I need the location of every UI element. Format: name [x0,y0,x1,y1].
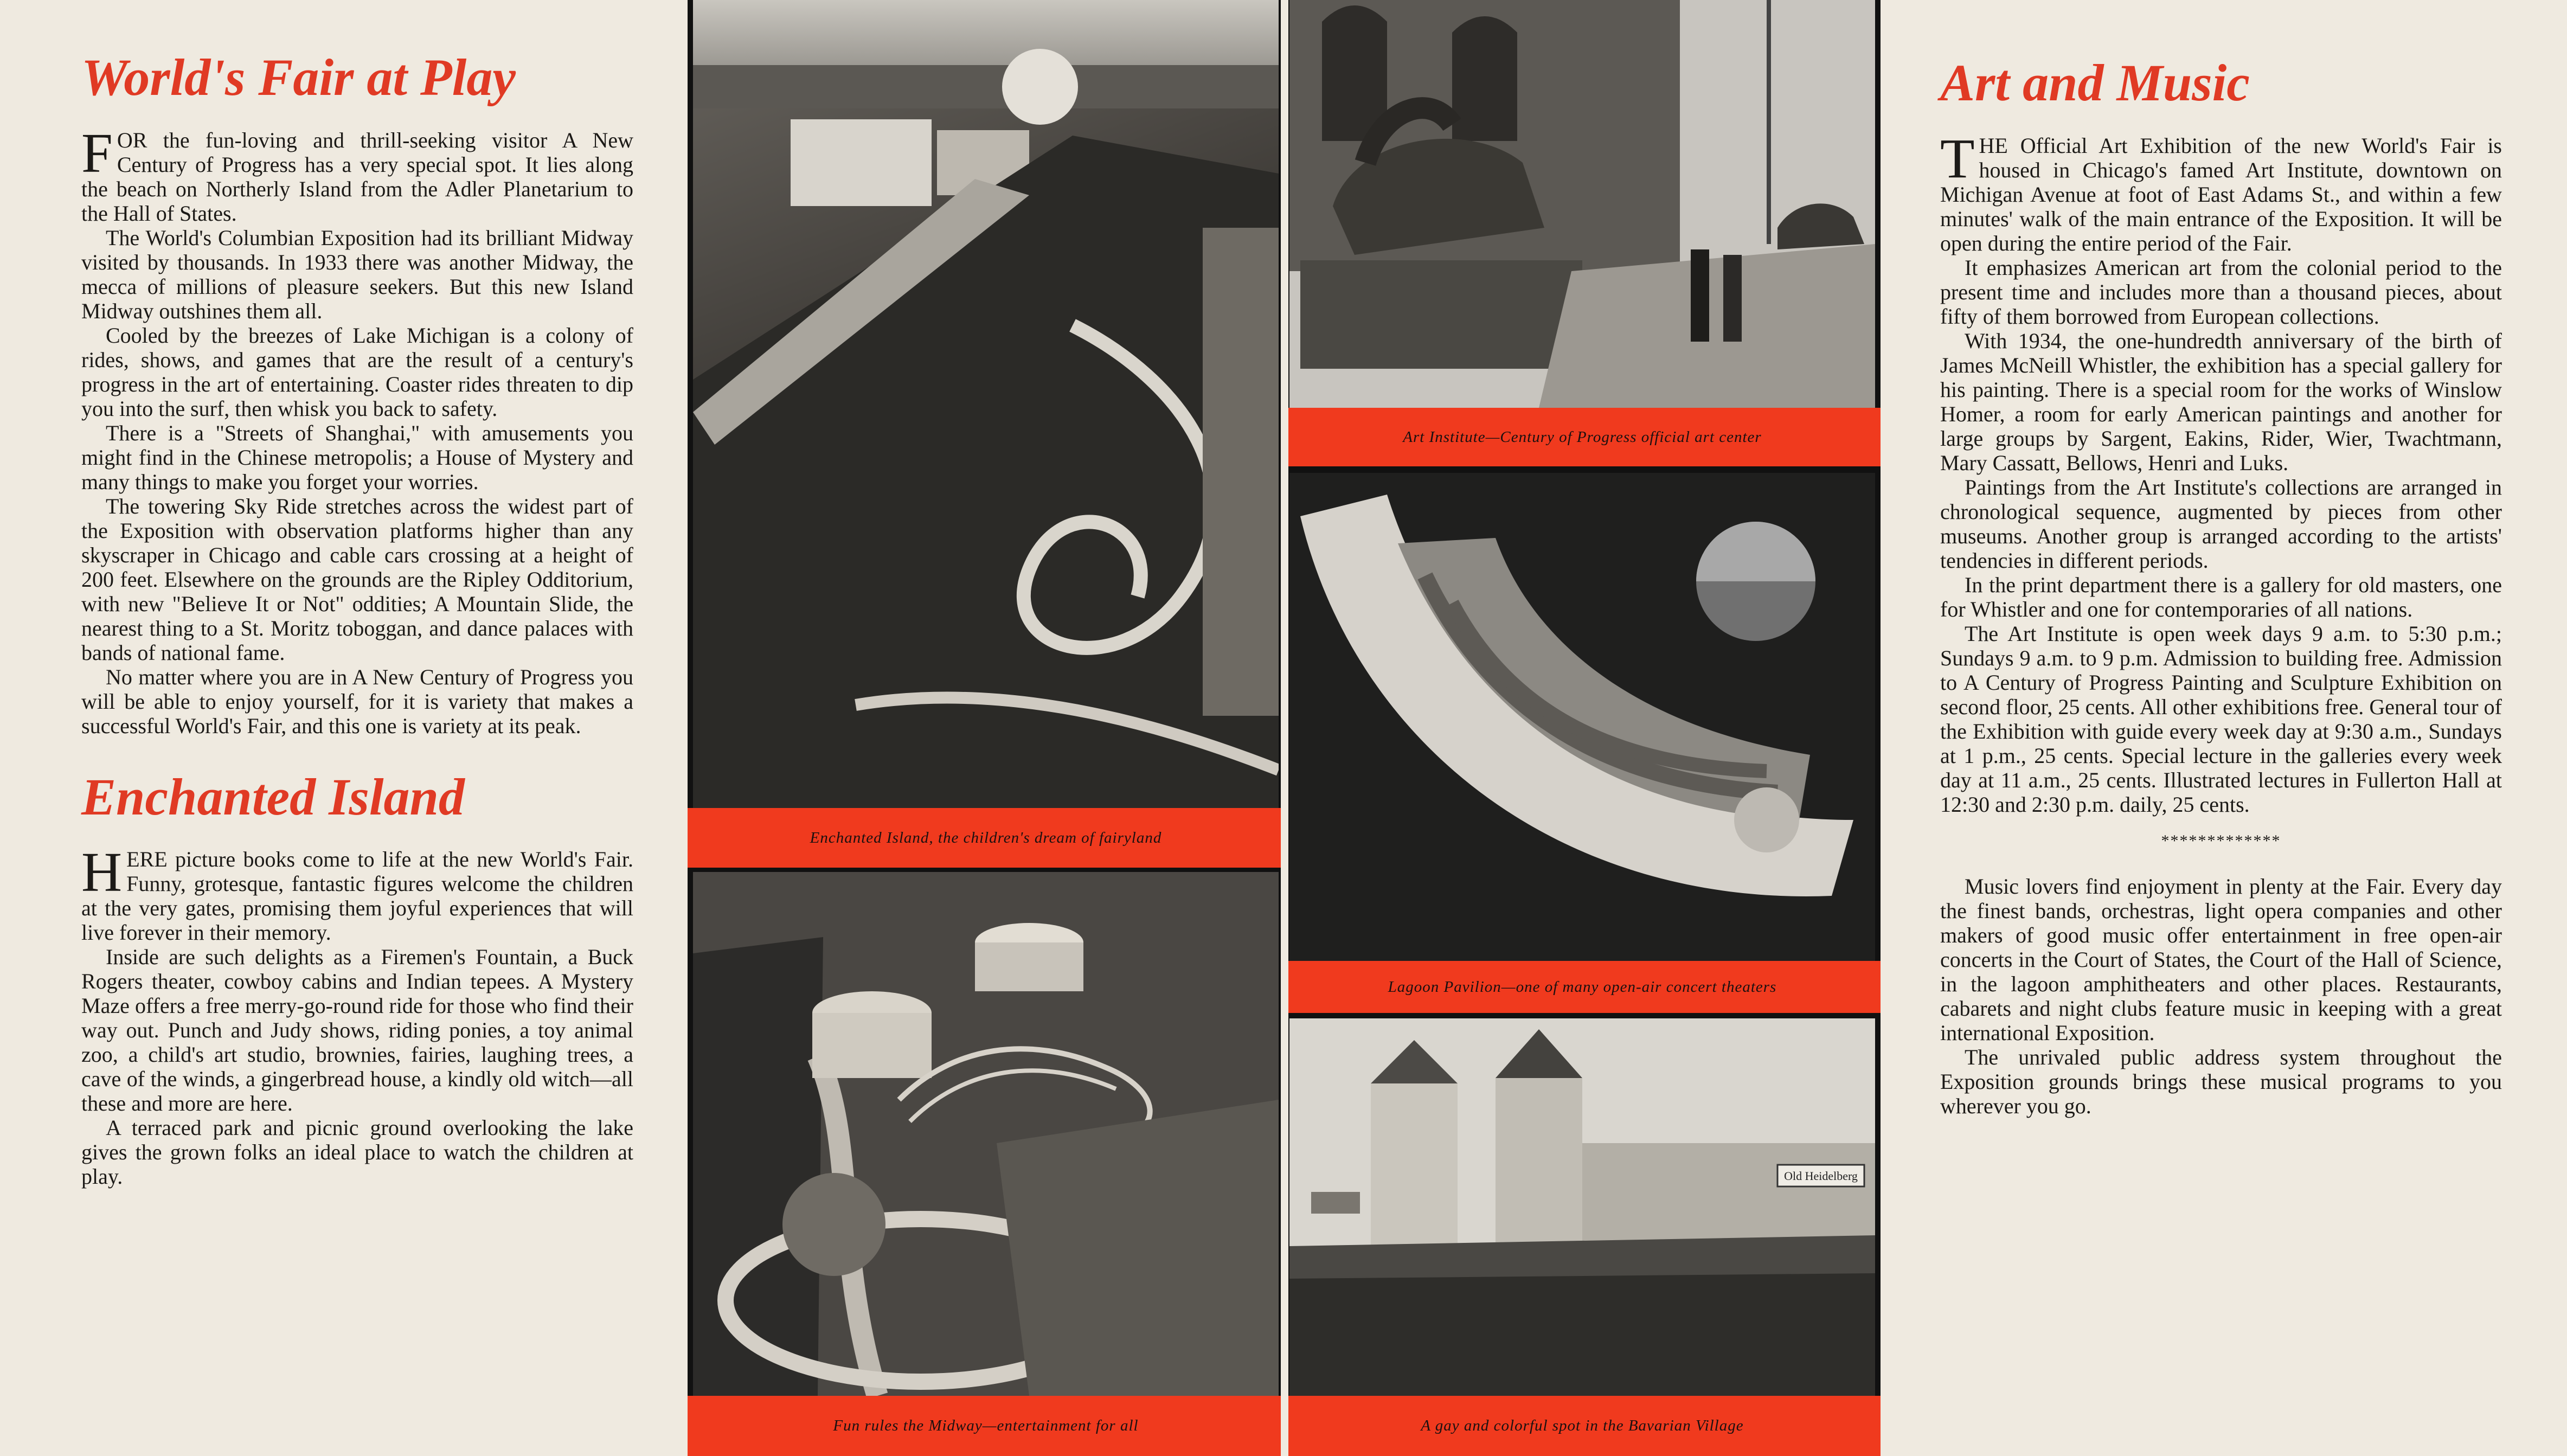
photo-caption: Fun rules the Midway—entertainment for all [688,1396,1284,1456]
paragraph: A terraced park and picnic ground overlooking the lake gives the grown folks an ideal place to watch the children at play. [81,1115,633,1189]
paragraph [81,841,633,945]
midway-photo [693,872,1279,1396]
separator-asterisks: ************* [2161,831,2281,850]
paragraph: Inside are such delights as a Firemen's Fountain, a Buck Rogers theater, cowboy cabins and Indian tepees. A Mystery Maze offers a free merry-go-round ride for those who find their way out. Punch and Judy shows, riding ponies, a toy animal zoo, a child's art studio, brownies, fairies, laughing trees, a cave of the winds, a gingerbread house, a kindly old witch—all these and more are here. [81,945,633,1116]
drop-cap: F [81,121,113,184]
photo-caption: A gay and colorful spot in the Bavarian Village [1284,1396,1881,1456]
paragraph: There is a "Streets of Shanghai," with amusements you might find in the Chinese metropolis; a House of Mystery and many things to make you forget your worries. [81,420,633,494]
photo-caption: Lagoon Pavilion—one of many open-air concert theaters [1284,961,1881,1013]
art-institute-photo [1289,0,1875,408]
paragraph: The Art Institute is open week days 9 a.m. to 5:30 p.m.; Sundays 9 a.m. to 9 p.m. Admission to building free. Admission to A Century of Progress Painting and Sculpture Exhibition on second floor, 25 cents. All other exhibitions free. General tour of the Exhibition with guide every week day at 9:30 a.m., Sundays at 1 p.m., 25 cents. Special lecture in the galleries every week day at 11 a.m., 25 cents. Illustrated lectures in Fullerton Hall at 12:30 and 2:30 p.m. daily, 25 cents. [1940,621,2502,817]
right-text-column [1881,0,2567,1456]
photo-panel-left [688,0,1284,1456]
paragraph: The World's Columbian Exposition had its brilliant Midway visited by thousands. In 1933 there was another Midway, the mecca of millions of pleasure seekers. But this new Island Midway outshines them all. [81,225,633,323]
section-heading-art-and-music: Art and Music [1940,54,2250,112]
paragraph-text: OR the fun-loving and thrill-seeking visitor A New Century of Progress has a very special spot. It lies along the beach on Northerly Island from the Adler Planetarium to the Hall of States. [81,127,633,226]
section-heading-enchanted-island: Enchanted Island [81,767,465,826]
paragraph: It emphasizes American art from the colonial period to the present time and includes more than a thousand pieces, about fifty of them borrowed from European collections. [1940,255,2502,329]
photo-caption: Art Institute—Century of Progress official art center [1284,408,1881,466]
photo-panel-right [1284,0,1881,1456]
paragraph: Cooled by the breezes of Lake Michigan is a colony of rides, shows, and games that are the result of a century's progress in the art of entertaining. Coaster rides threaten to dip you into the surf, then whisk you back to safety. [81,323,633,421]
fold-gutter [1281,0,1288,1456]
section-heading-worlds-fair-at-play: World's Fair at Play [81,48,516,106]
left-text-column [0,0,688,1456]
paragraph [1940,127,2502,255]
drop-cap: H [81,841,123,904]
paragraph: The unrivaled public address system throughout the Exposition grounds brings these musical programs to you wherever you go. [1940,1044,2502,1118]
paragraph: Music lovers find enjoyment in plenty at the Fair. Every day the finest bands, orchestras, light opera companies and other makers of good music offer entertainment in free open-air concerts in the Court of States, the Court of the Hall of Science, in the lagoon amphitheaters and other places. Restaurants, cabarets and night clubs feature music in keeping with a great international Exposition. [1940,874,2502,1045]
paragraph: The towering Sky Ride stretches across the widest part of the Exposition with observation platforms higher than any skyscraper in Chicago and cable cars crossing at a height of 200 feet. Elsewhere on the grounds are the Ripley Odditorium, with new "Believe It or Not" oddities; A Mountain Slide, the nearest thing to a St. Moritz toboggan, and dance palaces with bands of national fame. [81,493,633,665]
paragraph-text: HE Official Art Exhibition of the new World's Fair is housed in Chicago's famed Art Institute, downtown on Michigan Avenue at foot of East Adams St., and within a few minutes' walk of the main entrance of the Exposition. It will be open during the entire period of the Fair. [1940,133,2502,255]
drop-cap: T [1940,127,1975,190]
paragraph: Paintings from the Art Institute's collections are arranged in chronological sequence, augmented by pieces from other museums. Another group is arranged according to the artists' tendencies in different periods. [1940,474,2502,573]
old-heidelberg-sign-text: Old Heidelberg [1784,1169,1858,1183]
photo-caption: Enchanted Island, the children's dream of fairyland [688,808,1284,868]
paragraph-text: ERE picture books come to life at the new World's Fair. Funny, grotesque, fantastic figures welcome the children at the very gates, promising them joyful experiences that will live forever in their memory. [81,847,633,945]
lagoon-pavilion-photo [1289,473,1875,961]
enchanted-island-photo [693,0,1279,808]
paragraph: In the print department there is a gallery for old masters, one for Whistler and one for contemporaries of all nations. [1940,572,2502,621]
paragraph [81,121,633,226]
paragraph: With 1934, the one-hundredth anniversary of the birth of James McNeill Whistler, the exhibition has a special gallery for his painting. There is a special room for the works of Winslow Homer, a room for early American paintings and another for large groups by Sargent, Eakins, Rider, Wier, Twachtmann, Mary Cassatt, Bellows, Henri and Luks. [1940,328,2502,475]
paragraph: No matter where you are in A New Century of Progress you will be able to enjoy yourself, for it is variety that makes a successful World's Fair, and this one is variety at its peak. [81,664,633,738]
bavarian-village-photo [1289,1018,1875,1396]
